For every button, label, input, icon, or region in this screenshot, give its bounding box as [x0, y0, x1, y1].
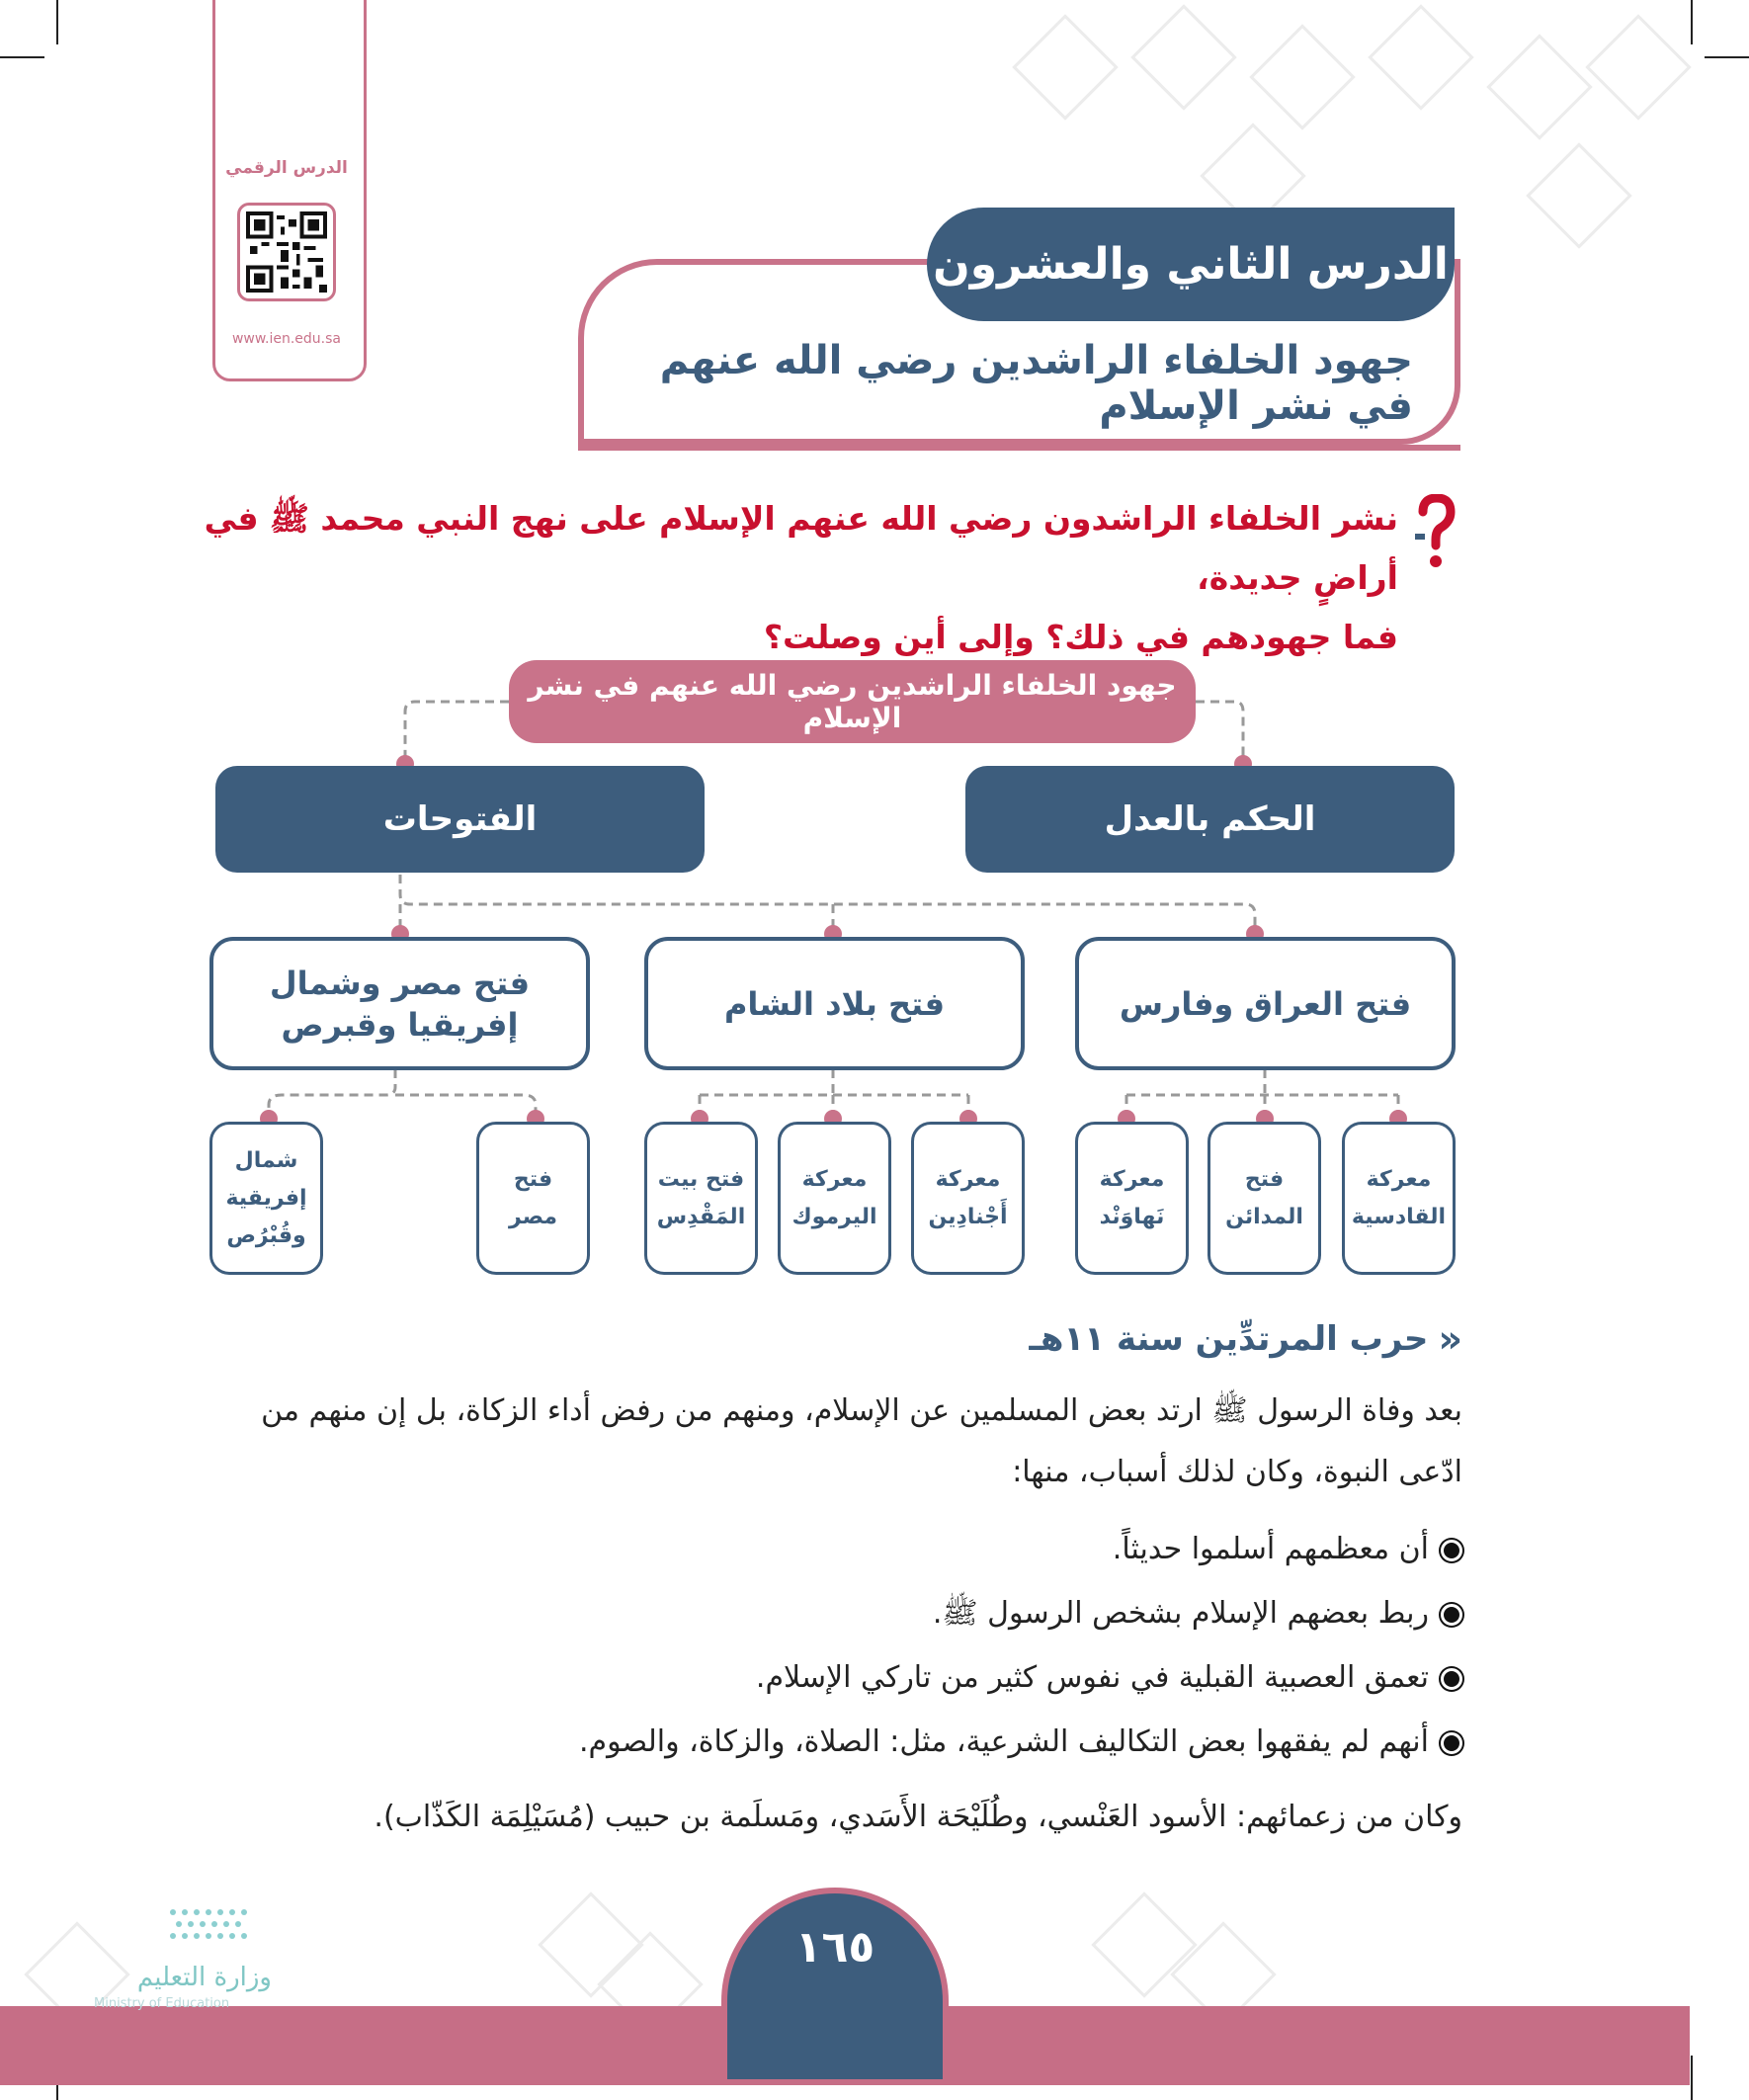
section-heading-text: حرب المرتدِّين سنة ١١هـ — [1029, 1319, 1429, 1359]
conquest-levant: فتح بلاد الشام — [644, 937, 1025, 1070]
conquest-egypt-africa-cyprus: فتح مصر وشمال إفريقيا وقبرص — [209, 937, 590, 1070]
digital-lesson-url[interactable]: www.ien.edu.sa — [231, 331, 342, 347]
digital-lesson-label: الدرس الرقمي — [225, 158, 348, 178]
page-number: ١٦٥ — [794, 1922, 875, 1973]
bullet-icon — [1441, 1732, 1462, 1754]
leaf-north-africa-cyprus: شمال إفريقية وقُبْرُص — [209, 1122, 323, 1275]
bullet-icon — [1441, 1540, 1462, 1561]
question-line-1: نشر الخلفاء الراشدون رضي الله عنهم الإسلام على نهج النبي محمد ﷺ في أراضٍ جديدة، — [204, 499, 1398, 597]
leaf-yarmouk: معركة اليرموك — [778, 1122, 891, 1275]
bullet-item: ربط بعضهم الإسلام بشخص الرسول ﷺ. — [208, 1586, 1462, 1641]
leaf-qadisiyyah: معركة القادسية — [1342, 1122, 1456, 1275]
question-line-2: فما جهودهم في ذلك؟ وإلى أين وصلت؟ — [763, 618, 1398, 656]
leaf-jerusalem: فتح بيت المَقْدِس — [644, 1122, 758, 1275]
bullet-item: أن معظمهم أسلموا حديثاً. — [208, 1522, 1462, 1577]
section-intro: بعد وفاة الرسول ﷺ ارتد بعض المسلمين عن الإسلام، ومنهم من رفض أداء الزكاة، بل إن منهم من ادّعى النبوة، وكان لذلك أسباب، منها: — [261, 1393, 1462, 1489]
section-leaders: وكان من زعمائهم: الأسود العَنْسي، وطُلَيْحَة الأَسَدي، ومَسلَمة بن حبيب (مُسَيْلِمَة الكَذّاب). — [374, 1800, 1462, 1834]
bullet-item: تعمق العصبية القبلية في نفوس كثير من تاركي الإسلام. — [208, 1650, 1462, 1706]
bullet-icon — [1441, 1668, 1462, 1690]
lesson-number-banner: الدرس الثاني والعشرون — [927, 208, 1455, 321]
section-heading — [889, 1314, 1462, 1364]
leaf-madain: فتح المدائن — [1208, 1122, 1321, 1275]
lesson-title: جهود الخلفاء الراشدين رضي الله عنهم في نشر الإسلام — [659, 337, 1413, 429]
ministry-name-arabic: وزارة التعليم — [136, 1963, 272, 1992]
double-chevron-icon: « — [1438, 1317, 1462, 1361]
bullet-item: أنهم لم يفقهوا بعض التكاليف الشرعية، مثل: الصلاة، والزكاة، والصوم. — [208, 1715, 1462, 1770]
leaf-nahavand: معركة نَهاوَنْد — [1075, 1122, 1189, 1275]
leaf-ajnadayn: معركة أَجْنادِين — [911, 1122, 1025, 1275]
ministry-name-english: Ministry of Education — [94, 1996, 230, 2011]
branch-conquests: الفتوحات — [215, 766, 705, 873]
branch-justice: الحكم بالعدل — [965, 766, 1455, 873]
diagram-root: جهود الخلفاء الراشدين رضي الله عنهم في نشر الإسلام — [509, 660, 1196, 743]
conquest-iraq-persia: فتح العراق وفارس — [1075, 937, 1456, 1070]
leaf-egypt: فتح مصر — [476, 1122, 590, 1275]
bullet-icon — [1441, 1604, 1462, 1626]
